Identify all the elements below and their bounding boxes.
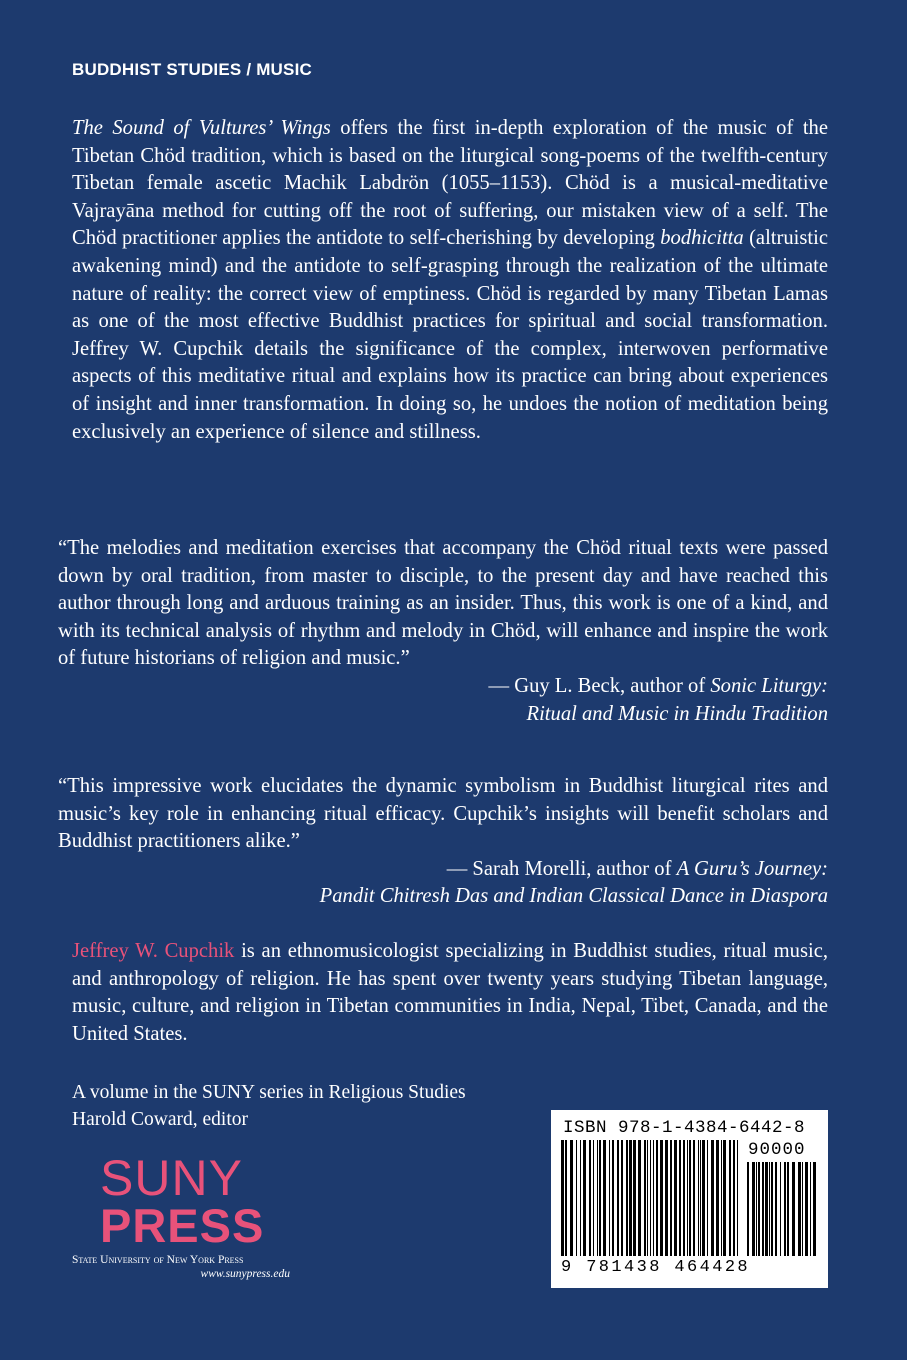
barcode-bar — [576, 1140, 577, 1256]
barcode-bar — [747, 1162, 749, 1256]
barcode-bar — [775, 1162, 777, 1256]
barcode-bar — [711, 1140, 714, 1256]
barcode-bar — [702, 1140, 705, 1256]
barcode-bar — [683, 1140, 685, 1256]
barcode-bar — [737, 1140, 738, 1256]
barcode-bar — [765, 1162, 768, 1256]
barcode-bar — [612, 1140, 614, 1256]
description-part-2: (altruistic awakening mind) and the antidote to self-grasping through the realization of the ultimate nature of reality: the correct view of emptiness. Chöd is regarded by many Tibetan Lamas as one of the most effective Buddhist practices for spiritual and social transformation. Jeffrey W. Cupchik details the significance of the complex, interwoven performative aspects of this meditative ritual and explains how its practice can bring about experiences of insight and inner transformation. In doing so, he undoes the notion of meditation being exclusively an experience of silence and stillness. — [72, 227, 828, 443]
barcode-bar — [707, 1140, 708, 1256]
barcode-bar — [792, 1162, 795, 1256]
barcode-bar — [633, 1140, 636, 1256]
quote-2-book-line-2: Pandit Chitresh Das and Indian Classical Dance in Diaspora — [319, 885, 828, 908]
barcode-bar — [698, 1140, 699, 1256]
barcode-bar — [784, 1162, 786, 1256]
barcode-bar — [802, 1162, 803, 1256]
barcode-bar — [670, 1140, 672, 1256]
barcode-bar — [700, 1140, 701, 1256]
barcode-bar — [674, 1140, 677, 1256]
series-line-1: A volume in the SUNY series in Religious Studies — [72, 1082, 466, 1103]
barcode-bar — [813, 1162, 816, 1256]
barcode-bar — [570, 1140, 573, 1256]
barcode-bar — [665, 1140, 668, 1256]
barcode-addon — [747, 1162, 819, 1256]
quote-1-book-line-2-row — [58, 701, 828, 729]
quote-2-book-line-1: A Guru’s Journey: — [676, 857, 828, 880]
endorsement-quote-2 — [58, 773, 828, 911]
barcode-bar — [617, 1140, 619, 1256]
barcode-bar — [589, 1140, 591, 1256]
barcode-bar — [723, 1140, 726, 1256]
barcode-bar — [758, 1162, 760, 1256]
barcode-bar — [650, 1140, 651, 1256]
barcode-bar — [798, 1162, 801, 1256]
barcode-bar — [629, 1140, 632, 1256]
series-line-2: Harold Coward, editor — [72, 1109, 248, 1130]
barcode-bar — [660, 1140, 663, 1256]
quote-1-book-line-2: Ritual and Music in Hindu Tradition — [526, 702, 828, 725]
quote-2-text: “This impressive work elucidates the dynamic symbolism in Buddhist liturgical rites and music’s key role in enhancing ritual efficacy. Cupchik’s insights will benefit scholars and Buddhist practitioners alike.” — [58, 775, 828, 853]
barcode-bar — [716, 1140, 719, 1256]
category-label: BUDDHIST STUDIES / MUSIC — [72, 60, 312, 79]
logo-suny: SUNY — [100, 1150, 243, 1206]
barcode-bar — [689, 1140, 691, 1256]
barcode-bar — [721, 1140, 722, 1256]
quote-1-attribution-prefix: — Guy L. Beck, author of — [488, 674, 711, 697]
barcode-bar — [609, 1140, 610, 1256]
barcode-bar — [780, 1162, 781, 1256]
barcode-bar — [583, 1140, 586, 1256]
publisher-subtitle: State University of New York Press — [72, 1254, 244, 1266]
barcode-bar — [656, 1140, 658, 1256]
barcode-bar — [771, 1162, 773, 1256]
isbn-label: ISBN 978-1-4384-6442-8 — [563, 1118, 806, 1138]
barcode-bar — [638, 1140, 641, 1256]
author-bio-text: is an ethnomusicologist specializing in Buddhist studies, ritual music, and anthropology of religion. He has spent over twenty years studying Tibetan language, music, culture, and religion in Tibetan communities in India, Nepal, Tibet, Canada, and the United States. — [72, 940, 828, 1045]
quote-2-attribution-prefix: — Sarah Morelli, author of — [446, 857, 677, 880]
barcode-bar — [756, 1162, 757, 1256]
barcode-bar — [787, 1162, 789, 1256]
barcode-main — [561, 1140, 743, 1256]
description-term: bodhicitta — [660, 227, 744, 250]
quote-1-attribution — [58, 673, 828, 701]
barcode-bar — [565, 1140, 567, 1256]
quote-2-attribution — [58, 856, 828, 884]
barcode-bar — [653, 1140, 654, 1256]
barcode-bar — [580, 1140, 581, 1256]
barcode-bar — [647, 1140, 648, 1256]
book-description — [72, 115, 828, 446]
barcode-bar — [805, 1162, 808, 1256]
barcode-bar — [679, 1140, 681, 1256]
author-bio — [72, 938, 828, 1048]
barcode-bar — [603, 1140, 606, 1256]
quote-2-book-line-2-row — [58, 883, 828, 911]
barcode-bar — [626, 1140, 628, 1256]
quote-1-text: “The melodies and meditation exercises that accompany the Chöd ritual texts were passed down by oral tradition, from master to disciple, to the present day and have reached this author through long and arduous training as an insider. Thus, this work is one of a kind, and with its technical analysis of rhythm and melody in Chöd, will enhance and inspire the work of future historians of religion and music.” — [58, 537, 828, 670]
book-title: The Sound of Vultures’ Wings — [72, 117, 331, 139]
barcode-digits: 9 781438 464428 — [561, 1258, 751, 1277]
author-name: Jeffrey W. Cupchik — [72, 940, 235, 962]
description-part-1: offers the first in-depth exploration of the music of the Tibetan Chöd tradition, which is based on the liturgical song-poems of the twelfth-century Tibetan female ascetic Machik Labdrön (1055–1153). Chöd is a musical-meditative Vajrayāna method for cutting off the root of suffering, our mistaken view of a self. The Chöd practitioner applies the antidote to self-cherishing by developing — [72, 117, 828, 250]
barcode-bar — [561, 1140, 564, 1256]
publisher-url: www.sunypress.edu — [200, 1268, 290, 1280]
barcode-bar — [729, 1140, 731, 1256]
barcode-bar — [810, 1162, 811, 1256]
barcode-bar — [621, 1140, 623, 1256]
barcode-bar — [593, 1140, 594, 1256]
barcode-bar — [644, 1140, 646, 1256]
publisher-logo — [72, 1150, 294, 1281]
barcode-bar — [769, 1162, 770, 1256]
barcode-bar — [733, 1140, 735, 1256]
barcode-bar — [597, 1140, 598, 1256]
barcode-bar — [693, 1140, 695, 1256]
barcode-bar — [687, 1140, 688, 1256]
price-code: 90000 — [748, 1140, 806, 1160]
barcode-bar — [752, 1162, 755, 1256]
barcode-bar — [599, 1140, 601, 1256]
logo-press: PRESS — [100, 1199, 265, 1252]
quote-1-book-line-1: Sonic Liturgy: — [710, 674, 828, 697]
barcode-bar — [762, 1162, 764, 1256]
barcode-box — [551, 1110, 828, 1288]
series-info — [72, 1079, 466, 1133]
endorsement-quote-1 — [58, 535, 828, 728]
